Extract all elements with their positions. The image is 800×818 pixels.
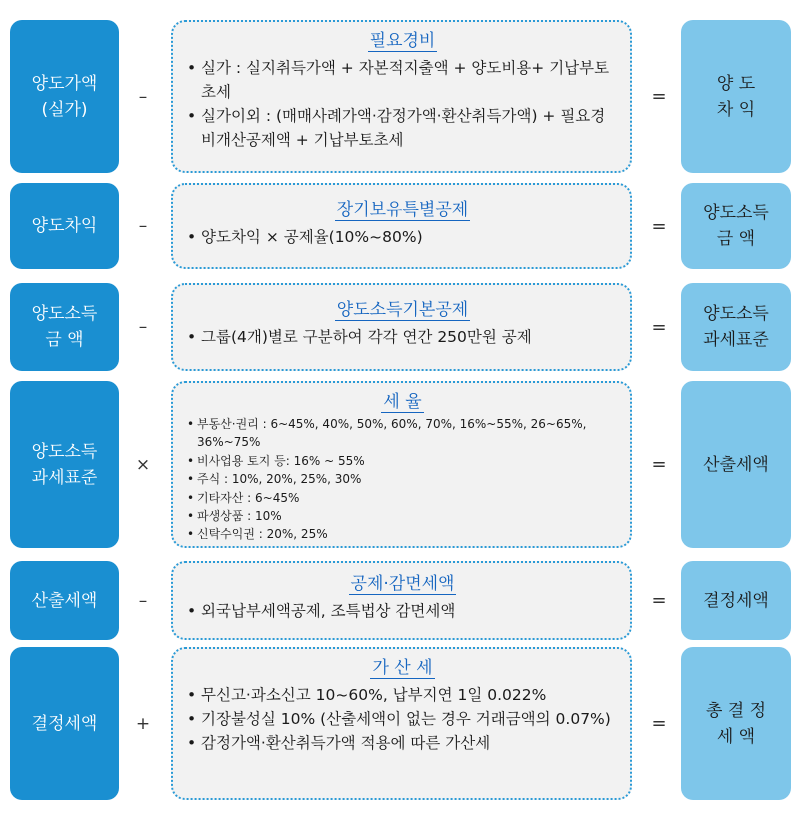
operator-equals: = bbox=[651, 590, 667, 611]
operator-equals: = bbox=[651, 215, 667, 237]
middle-box-basic-deduction bbox=[171, 283, 632, 371]
operator-minus: – bbox=[138, 86, 148, 107]
left-box-transfer-price: 양도가액 (실가) bbox=[10, 20, 119, 173]
list-item: • 감정가액·환산취득가액 적용에 따른 가산세 bbox=[187, 731, 618, 755]
item-list bbox=[187, 599, 618, 623]
right-box-total-determined-tax: 총 결 정 세 액 bbox=[681, 647, 791, 800]
operator-minus: – bbox=[138, 317, 148, 337]
calc-row-calculated-tax bbox=[0, 381, 800, 548]
middle-box-tax-rate bbox=[171, 381, 632, 548]
operator-equals: = bbox=[651, 316, 667, 338]
middle-box-title: 장기보유특별공제 bbox=[336, 200, 469, 220]
operator-multiply: × bbox=[135, 454, 151, 475]
item-list bbox=[187, 325, 618, 349]
left-box-capital-gain: 양도차익 bbox=[10, 183, 119, 269]
operator-equals: = bbox=[651, 713, 667, 734]
middle-box-additional-tax bbox=[171, 647, 632, 800]
right-box-determined-tax: 결정세액 bbox=[681, 561, 791, 640]
operator-minus: – bbox=[138, 216, 148, 236]
operator-equals: = bbox=[651, 86, 667, 107]
item-list bbox=[187, 415, 618, 544]
right-box-transfer-income: 양도소득 금 액 bbox=[681, 183, 791, 269]
middle-box-title: 세 율 bbox=[383, 392, 422, 412]
list-item: • 무신고·과소신고 10~60%, 납부지연 1일 0.022% bbox=[187, 683, 618, 707]
right-box-tax-base: 양도소득 과세표준 bbox=[681, 283, 791, 371]
calc-row-determined-tax bbox=[0, 561, 800, 640]
calc-row-transfer-income bbox=[0, 183, 800, 269]
operator-plus: + bbox=[135, 713, 151, 734]
item-list bbox=[187, 56, 618, 152]
middle-box-necessary-expenses bbox=[171, 20, 632, 173]
calc-row-total-tax bbox=[0, 647, 800, 800]
middle-box-title: 가 산 세 bbox=[372, 658, 433, 678]
right-box-calculated-tax: 산출세액 bbox=[681, 381, 791, 548]
left-box-transfer-income: 양도소득 금 액 bbox=[10, 283, 119, 371]
list-item: • 파생상품 : 10% bbox=[187, 507, 618, 525]
list-item: • 부동산·권리 : 6~45%, 40%, 50%, 60%, 70%, 16%~55%, 26~65%, 36%~75% bbox=[187, 415, 618, 452]
list-item: • 주식 : 10%, 20%, 25%, 30% bbox=[187, 470, 618, 488]
list-item: • 비사업용 토지 등: 16% ~ 55% bbox=[187, 452, 618, 470]
left-box-determined-tax: 결정세액 bbox=[10, 647, 119, 800]
list-item: • 양도차익 × 공제율(10%~80%) bbox=[187, 225, 618, 249]
item-list bbox=[187, 225, 618, 249]
operator-minus: – bbox=[138, 590, 148, 611]
left-box-calculated-tax: 산출세액 bbox=[10, 561, 119, 640]
item-list bbox=[187, 683, 618, 755]
list-item: • 실가 : 실지취득가액 + 자본적지출액 + 양도비용+ 기납부토초세 bbox=[187, 56, 618, 104]
list-item: • 외국납부세액공제, 조특법상 감면세액 bbox=[187, 599, 618, 623]
calc-row-capital-gain bbox=[0, 20, 800, 173]
list-item: • 기타자산 : 6~45% bbox=[187, 489, 618, 507]
list-item: • 신탁수익권 : 20%, 25% bbox=[187, 525, 618, 543]
left-box-tax-base: 양도소득 과세표준 bbox=[10, 381, 119, 548]
middle-box-credit-reduction bbox=[171, 561, 632, 640]
list-item: • 그룹(4개)별로 구분하여 각각 연간 250만원 공제 bbox=[187, 325, 618, 349]
middle-box-title: 필요경비 bbox=[369, 31, 436, 51]
list-item: • 기장불성실 10% (산출세액이 없는 경우 거래금액의 0.07%) bbox=[187, 707, 618, 731]
middle-box-long-term-deduction bbox=[171, 183, 632, 269]
right-box-capital-gain: 양 도 차 익 bbox=[681, 20, 791, 173]
list-item: • 실가이외 : (매매사례가액·감정가액·환산취득가액) + 필요경비개산공제액 + 기납부토초세 bbox=[187, 104, 618, 152]
middle-box-title: 공제·감면세액 bbox=[350, 574, 455, 594]
operator-equals: = bbox=[651, 454, 667, 475]
middle-box-title: 양도소득기본공제 bbox=[336, 300, 469, 320]
calc-row-tax-base bbox=[0, 283, 800, 371]
